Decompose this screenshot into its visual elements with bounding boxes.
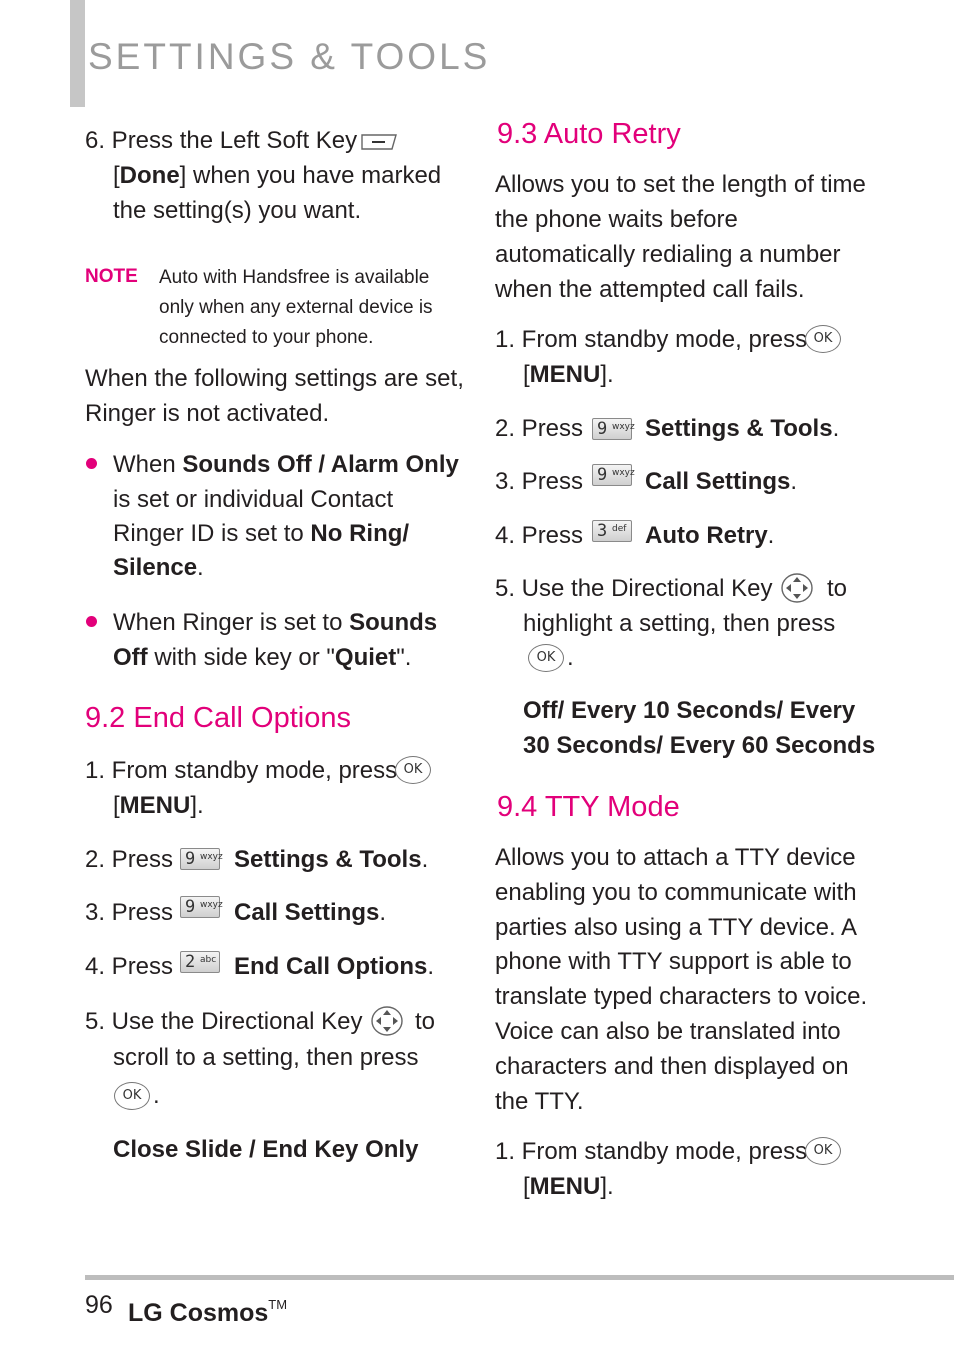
s94-desc-4: phone with TTY support is able to	[495, 948, 852, 975]
s94-desc-3: parties also using a TTY device. A	[495, 914, 857, 941]
step6-line2: [Done] when you have marked	[113, 162, 442, 189]
bullet1-line4: Silence.	[113, 554, 204, 581]
ok-key-icon: OK	[805, 325, 841, 353]
ringer-intro-2: Ringer is not activated.	[85, 400, 330, 427]
ok-key-icon: OK	[805, 1137, 841, 1165]
s92-step5-line2: scroll to a setting, then press	[113, 1044, 419, 1071]
footer-rule	[85, 1275, 954, 1280]
key-2-icon: 2 abc	[180, 951, 220, 973]
ok-key-icon: OK	[114, 1082, 150, 1110]
s93-step5-to: to	[827, 575, 848, 602]
s94-desc-1: Allows you to attach a TTY device	[495, 844, 856, 871]
s93-step1-line1: 1. From standby mode, press	[495, 326, 808, 353]
s93-desc-2: the phone waits before	[495, 206, 738, 233]
s92-step4: 4. Press	[85, 953, 174, 980]
s92-step1-line2: [MENU].	[113, 792, 204, 819]
bullet1-line2: is set or individual Contact	[113, 486, 394, 513]
s92-options: Close Slide / End Key Only	[113, 1136, 419, 1163]
note-line-2: only when any external device is	[159, 297, 433, 318]
s93-options-2: 30 Seconds/ Every 60 Seconds	[523, 732, 876, 759]
s92-step5-line1: 5. Use the Directional Key	[85, 1008, 363, 1035]
step6-line3: the setting(s) you want.	[113, 197, 362, 224]
s93-options-1: Off/ Every 10 Seconds/ Every	[523, 697, 856, 724]
footer-brand: LG Cosmos™	[128, 1297, 288, 1327]
s93-step2-target: Settings & Tools.	[645, 415, 840, 442]
bullet1-line1: When Sounds Off / Alarm Only	[113, 451, 459, 478]
page-title: SETTINGS & TOOLS	[88, 36, 491, 77]
note-line-3: connected to your phone.	[159, 327, 374, 348]
directional-key-icon	[780, 571, 814, 605]
s94-desc-7: characters and then displayed on	[495, 1053, 849, 1080]
page-number: 96	[85, 1291, 113, 1319]
section-heading-end-call-options: 9.2 End Call Options	[85, 702, 351, 734]
s92-step5-period: .	[153, 1082, 160, 1109]
s94-step1-line2: [MENU].	[523, 1173, 614, 1200]
s93-step1-line2: [MENU].	[523, 361, 614, 388]
key-9-icon: 9 wxyz	[592, 464, 632, 486]
s93-step2: 2. Press	[495, 415, 584, 442]
ok-key-icon: OK	[528, 644, 564, 672]
key-9-icon: 9 wxyz	[180, 848, 220, 870]
s93-step4-target: Auto Retry.	[645, 522, 775, 549]
s93-step3-target: Call Settings.	[645, 468, 798, 495]
s94-step1-line1: 1. From standby mode, press	[495, 1138, 808, 1165]
note-label: NOTE	[85, 266, 138, 287]
s92-step3-target: Call Settings.	[234, 899, 387, 926]
s93-step5-line1: 5. Use the Directional Key	[495, 575, 773, 602]
bullet2-line2: Off with side key or "Quiet".	[113, 644, 412, 671]
s94-desc-8: the TTY.	[495, 1088, 584, 1115]
key-9-icon: 9 wxyz	[592, 418, 632, 440]
s94-desc-2: enabling you to communicate with	[495, 879, 857, 906]
s92-step4-target: End Call Options.	[234, 953, 435, 980]
bullet1-line3: Ringer ID is set to No Ring/	[113, 520, 410, 547]
trademark: TM	[268, 1297, 288, 1312]
ok-key-icon: OK	[395, 756, 431, 784]
ringer-intro-1: When the following settings are set,	[85, 365, 464, 392]
step6-line1: 6. Press the Left Soft Key	[85, 127, 358, 154]
s93-desc-1: Allows you to set the length of time	[495, 171, 866, 198]
s93-step5-period: .	[567, 644, 574, 671]
key-3-icon: 3 def	[592, 520, 632, 542]
s93-step3: 3. Press	[495, 468, 584, 495]
s92-step2: 2. Press	[85, 846, 174, 873]
s93-desc-3: automatically redialing a number	[495, 241, 841, 268]
s94-desc-6: Voice can also be translated into	[495, 1018, 841, 1045]
s93-step4: 4. Press	[495, 522, 584, 549]
bullet2-line1: When Ringer is set to Sounds	[113, 609, 438, 636]
section-heading-auto-retry: 9.3 Auto Retry	[497, 118, 681, 150]
bullet-dot	[86, 458, 97, 469]
s92-step2-target: Settings & Tools.	[234, 846, 429, 873]
key-9-icon: 9 wxyz	[180, 896, 220, 918]
s92-step5-to: to	[415, 1008, 436, 1035]
s93-step5-line2: highlight a setting, then press	[523, 610, 836, 637]
s92-step3: 3. Press	[85, 899, 174, 926]
header-bar	[70, 0, 85, 107]
s93-desc-4: when the attempted call fails.	[495, 276, 805, 303]
directional-key-icon	[370, 1004, 404, 1038]
bullet-dot	[86, 616, 97, 627]
left-soft-key-icon	[361, 133, 397, 151]
s94-desc-5: translate typed characters to voice.	[495, 983, 868, 1010]
section-heading-tty-mode: 9.4 TTY Mode	[497, 791, 680, 823]
s92-step1-line1: 1. From standby mode, press	[85, 757, 398, 784]
note-line-1: Auto with Handsfree is available	[159, 267, 430, 288]
